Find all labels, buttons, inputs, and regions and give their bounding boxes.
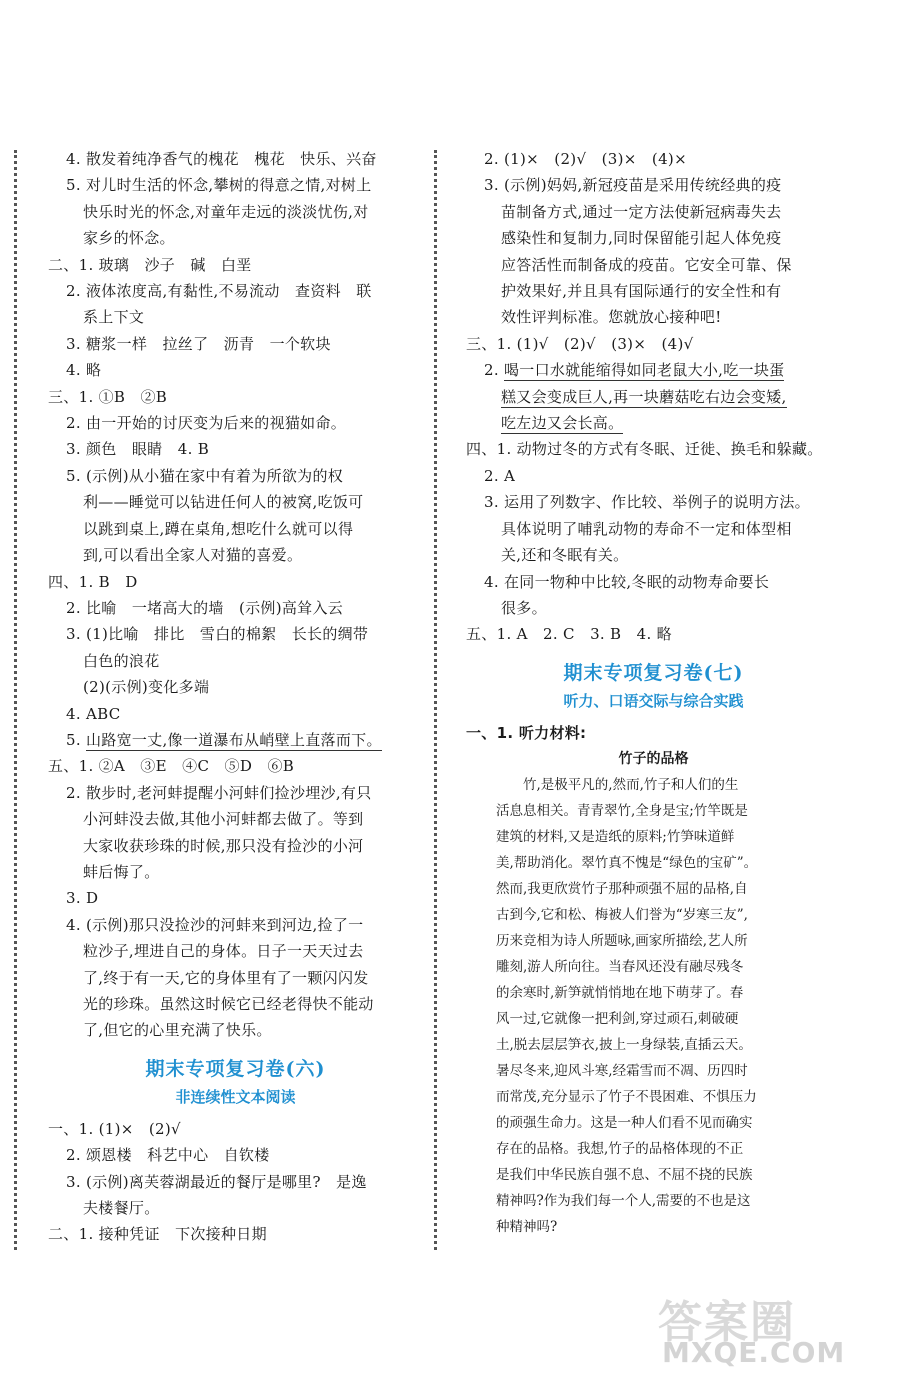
answer-line: 以跳到桌上,蹲在桌角,想吃什么就可以得	[83, 519, 354, 538]
answer-number: 5.	[66, 730, 86, 749]
answer-line	[466, 357, 841, 383]
answer-line	[466, 384, 841, 410]
answer-line: 具体说明了哺乳动物的寿命不一定和体型相	[501, 519, 792, 538]
answer-line: 四、1. 动物过冬的方式有冬眠、迁徙、换毛和躲藏。	[466, 440, 823, 459]
answer-line: 很多。	[501, 598, 547, 617]
answer-line: 白色的浪花	[83, 651, 160, 670]
answer-line: 三、1. ①B ②B	[48, 387, 168, 406]
answer-line: 2. A	[484, 466, 516, 485]
answer-line: 4. 在同一物种中比较,冬眠的动物寿命要长	[484, 572, 770, 591]
answer-line: 4. ABC	[66, 704, 121, 723]
answer-line	[48, 727, 423, 753]
material-line: 风一过,它就像一把利剑,穿过顽石,刺破硬	[496, 1011, 739, 1028]
watermark-cn: 答案圈	[658, 1297, 796, 1348]
watermark-en: MXQE.COM	[662, 1336, 846, 1369]
answer-line: 应答活性而制备成的疫苗。它安全可靠、保	[501, 255, 792, 274]
answer-line: 2. 液体浓度高,有黏性,不易流动 查资料 联	[66, 282, 372, 301]
material-line: 存在的品格。我想,竹子的品格体现的不正	[496, 1141, 744, 1158]
answer-line: 3. 运用了列数字、作比较、举例子的说明方法。	[484, 493, 810, 512]
answer-line: 5. (示例)从小猫在家中有着为所欲为的权	[66, 466, 344, 485]
answer-line: 到,可以看出全家人对猫的喜爱。	[83, 546, 303, 565]
answer-line: 二、1. 玻璃 沙子 碱 白垩	[48, 255, 252, 274]
section-title: 期末专项复习卷(六)	[145, 1057, 326, 1080]
underlined-answer: 喝一口水就能缩得如同老鼠大小,吃一块蛋	[503, 361, 785, 380]
material-title: 竹子的品格	[618, 751, 689, 768]
material-line: 种精神吗?	[496, 1219, 558, 1236]
answer-line: 护效果好,并且具有国际通行的安全性和有	[501, 282, 782, 301]
material-line: 竹,是极平凡的,然而,竹子和人们的生	[523, 777, 739, 794]
answer-line: 五、1. A 2. C 3. B 4. 略	[466, 625, 672, 644]
answer-line: 二、1. 接种凭证 下次接种日期	[48, 1225, 267, 1244]
answer-line: 光的珍珠。虽然这时候它已经老得快不能动	[83, 995, 374, 1013]
answer-line: 关,还和冬眠有关。	[501, 546, 629, 565]
material-line: 的余寒时,新笋就悄悄地在地下萌芽了。春	[496, 985, 744, 1002]
answer-line: 了,终于有一天,它的身体里有了一颗闪闪发	[83, 968, 369, 987]
underlined-answer: 吃左边又会长高。	[501, 414, 624, 433]
column-divider-dots	[434, 150, 437, 1250]
material-line: 然而,我更欣赏竹子那种顽强不屈的品格,自	[496, 881, 748, 898]
underlined-answer: 糕又会变成巨人,再一块蘑菇吃右边会变矮,	[501, 387, 787, 406]
left-column	[48, 146, 423, 1248]
answer-line: 4. 散发着纯净香气的槐花 槐花 快乐、兴奋	[66, 150, 377, 168]
material-line: 精神吗?作为我们每一个人,需要的不也是这	[496, 1193, 751, 1210]
material-line: 土,脱去层层笋衣,披上一身绿装,直插云天。	[496, 1037, 752, 1054]
answer-line: 了,但它的心里充满了快乐。	[83, 1021, 272, 1040]
material-line: 历来竞相为诗人所题咏,画家所描绘,艺人所	[496, 933, 748, 950]
answer-line: 4. (示例)那只没捡沙的河蚌来到河边,捡了一	[66, 915, 364, 934]
watermark-logo	[658, 1286, 858, 1372]
material-line: 活息息相关。青青翠竹,全身是宝;竹竿既是	[496, 803, 748, 820]
material-line: 是我们中华民族自强不息、不屈不挠的民族	[496, 1167, 753, 1184]
answer-line: 2. 比喻 一堵高大的墙 (示例)高耸入云	[66, 598, 344, 617]
answer-line: 大家收获珍珠的时候,那只没有捡沙的小河	[83, 836, 364, 855]
material-line: 而常茂,充分显示了竹子不畏困难、不惧压力	[496, 1089, 757, 1106]
underlined-answer: 山路宽一丈,像一道瀑布从峭壁上直落而下。	[85, 730, 382, 749]
section-title: 期末专项复习卷(七)	[563, 661, 744, 684]
answer-line: 4. 略	[66, 361, 102, 380]
answer-number: 2.	[484, 361, 504, 380]
answer-line: 四、1. B D	[48, 572, 138, 591]
answer-line: 快乐时光的怀念,对童年走远的淡淡忧伤,对	[83, 202, 369, 221]
answer-line: 粒沙子,埋进自己的身体。日子一天天过去	[83, 942, 364, 961]
question-label: 一、1. 听力材料:	[466, 723, 587, 742]
answer-line: 3. (示例)妈妈,新冠疫苗是采用传统经典的疫	[484, 176, 782, 195]
right-column	[466, 146, 841, 1240]
answer-line	[466, 410, 841, 436]
answer-line: 利——睡觉可以钻进任何人的被窝,吃饭可	[83, 493, 364, 512]
answer-line: 3. (1)比喻 排比 雪白的棉絮 长长的绸带	[66, 625, 369, 644]
answer-line: 蚌后悔了。	[83, 862, 160, 881]
answer-line: 2. (1)× (2)√ (3)× (4)×	[484, 150, 687, 168]
answer-line: 3. 颜色 眼睛 4. B	[66, 440, 210, 459]
answer-line: 一、1. (1)× (2)√	[48, 1119, 181, 1138]
answer-line: 2. 由一开始的讨厌变为后来的视猫如命。	[66, 414, 347, 433]
answer-line: 小河蚌没去做,其他小河蚌都去做了。等到	[83, 810, 364, 829]
material-line: 雕刻,游人所向往。当春风还没有融尽残冬	[496, 959, 744, 976]
material-line: 古到今,它和松、梅被人们誉为“岁寒三友”,	[496, 907, 748, 924]
material-line: 美,帮助消化。翠竹真不愧是“绿色的宝矿”。	[496, 855, 758, 872]
answer-line: 3. D	[66, 889, 99, 908]
answer-line: 5. 对儿时生活的怀念,攀树的得意之情,对树上	[66, 176, 372, 195]
section-subtitle: 非连续性文本阅读	[175, 1087, 296, 1106]
answer-line: 效性评判标准。您就放心接种吧!	[501, 308, 722, 327]
material-line: 暑尽冬来,迎风斗寒,经霜雪而不凋、历四时	[496, 1063, 748, 1080]
answer-line: 家乡的怀念。	[83, 229, 175, 248]
answer-line: 夫楼餐厅。	[83, 1199, 160, 1218]
answer-line: 苗制备方式,通过一定方法使新冠病毒失去	[501, 202, 782, 221]
answer-line: 2. 颂恩楼 科艺中心 自钦楼	[66, 1146, 270, 1165]
answer-line: 系上下文	[83, 308, 145, 327]
answer-line: 感染性和复制力,同时保留能引起人体免疫	[501, 229, 782, 248]
answer-line: 五、1. ②A ③E ④C ⑤D ⑥B	[48, 757, 295, 776]
material-line: 的顽强生命力。这是一种人们看不见而确实	[496, 1115, 753, 1132]
section-subtitle: 听力、口语交际与综合实践	[563, 691, 744, 710]
answer-line: 3. 糖浆一样 拉丝了 沥青 一个软块	[66, 334, 331, 353]
column-divider-dots	[14, 150, 17, 1250]
material-line: 建筑的材料,又是造纸的原料;竹笋味道鲜	[496, 829, 735, 846]
answer-line: (2)(示例)变化多端	[83, 678, 210, 697]
answer-line: 3. (示例)离芙蓉湖最近的餐厅是哪里? 是逸	[66, 1172, 367, 1191]
answer-line: 2. 散步时,老河蚌提醒小河蚌们捡沙埋沙,有只	[66, 783, 372, 802]
answer-line: 三、1. (1)√ (2)√ (3)× (4)√	[466, 334, 694, 353]
